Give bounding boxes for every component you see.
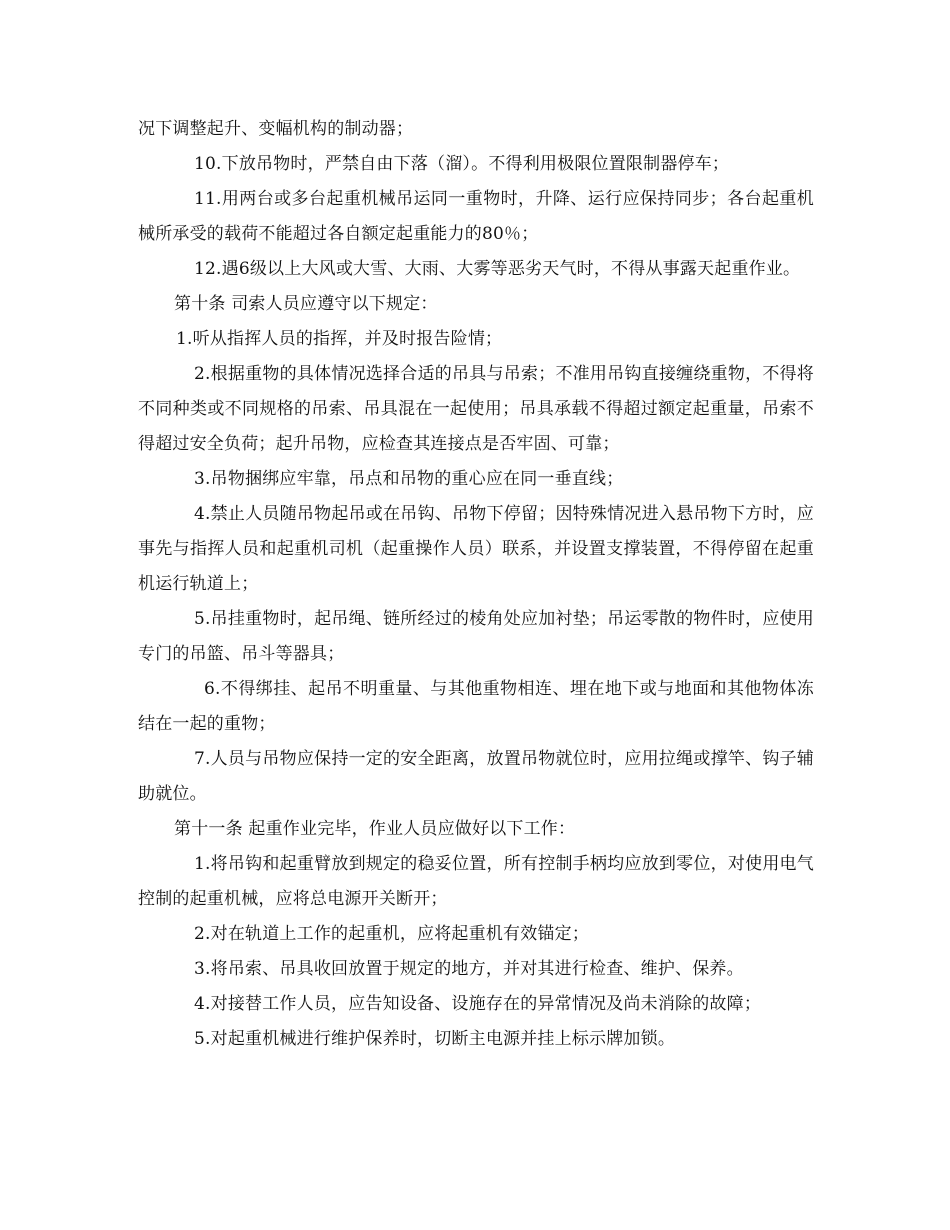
article-11-item-5: 5.对起重机械进行维护保养时，切断主电源并挂上标示牌加锁。 (194, 1029, 676, 1049)
article-10-item-4: 4.禁止人员随吊物起吊或在吊钩、吊物下停留；因特殊情况进入悬吊物下方时，应事先与指挥人员和起重机司机（起重操作人员）联系，并设置支撑装置，不得停留在起重机运行轨道上； (138, 504, 814, 594)
article-11-item-1: 1.将吊钩和起重臂放到规定的稳妥位置，所有控制手柄均应放到零位，对使用电气控制的起重机械，应将总电源开关断开； (138, 854, 814, 909)
article-10-item-2: 2.根据重物的具体情况选择合适的吊具与吊索；不准用吊钩直接缠绕重物，不得将不同种类或不同规格的吊索、吊具混在一起使用；吊具承载不得超过额定起重量，吊索不得超过安全负荷；起升吊物，应检查其连接点是否牢固、可靠； (138, 364, 814, 454)
article-11-heading: 第十一条 起重作业完毕，作业人员应做好以下工作： (174, 819, 576, 839)
list-item-10: 10.下放吊物时，严禁自由下落（溜）。不得利用极限位置限制器停车； (194, 154, 730, 174)
article-10-item-1: 1.听从指挥人员的指挥，并及时报告险情； (176, 329, 503, 349)
article-11-item-4: 4.对接替工作人员，应告知设备、设施存在的异常情况及尚未消除的故障； (194, 994, 762, 1014)
article-10-item-3: 3.吊物捆绑应牢靠，吊点和吊物的重心应在同一垂直线； (194, 469, 624, 489)
article-10-item-5: 5.吊挂重物时，起吊绳、链所经过的棱角处应加衬垫；吊运零散的物件时，应使用专门的吊篮、吊斗等器具； (138, 609, 814, 664)
document-body (138, 112, 814, 1057)
article-10-heading: 第十条 司索人员应遵守以下规定： (174, 294, 438, 314)
list-item-11: 11.用两台或多台起重机械吊运同一重物时，升降、运行应保持同步；各台起重机械所承受的载荷不能超过各自额定起重能力的80％； (138, 189, 814, 244)
article-11-item-3: 3.将吊索、吊具收回放置于规定的地方，并对其进行检查、维护、保养。 (194, 959, 744, 979)
paragraph-continuation: 况下调整起升、变幅机构的制动器； (138, 119, 414, 139)
list-item-12: 12.遇6级以上大风或大雪、大雨、大雾等恶劣天气时，不得从事露天起重作业。 (194, 259, 801, 279)
article-10-item-7: 7.人员与吊物应保持一定的安全距离，放置吊物就位时，应用拉绳或撑竿、钩子辅助就位。 (138, 749, 814, 804)
article-11-item-2: 2.对在轨道上工作的起重机，应将起重机有效锚定； (194, 924, 590, 944)
article-10-item-6: 6.不得绑挂、起吊不明重量、与其他重物相连、埋在地下或与地面和其他物体冻结在一起的重物； (138, 679, 814, 734)
